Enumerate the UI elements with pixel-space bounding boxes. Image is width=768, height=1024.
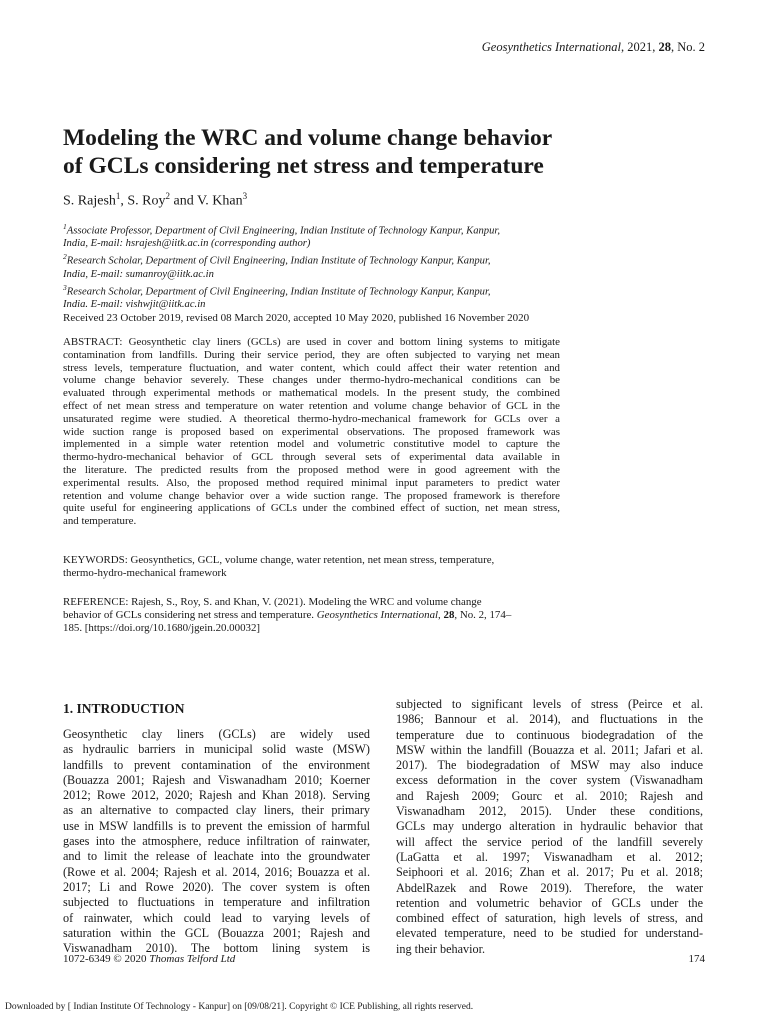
affiliation-line <box>63 221 623 238</box>
body-line: of rainwater, which could lead to varying levels of <box>63 910 370 925</box>
body-line: ing their behavior. <box>396 941 486 956</box>
reference-doi-line[interactable]: 185. [https://doi.org/10.1680/jgein.20.00032] <box>63 621 261 634</box>
affiliation-mark: 2 <box>63 252 67 262</box>
author-affil-mark: 3 <box>242 191 248 201</box>
affiliation-mark: 1 <box>63 222 67 231</box>
body-line: saturation within the GCL (Bouazza 2001; Rajesh and <box>63 925 370 940</box>
reference-text: , No. 2, 174– <box>454 608 512 621</box>
abstract-line: unsaturated regime were studied. A theoretical thermo-hydro-mechanical framework for GCLs over a <box>63 412 560 425</box>
affiliation-text: India, E-mail: hsrajesh@iitk.ac.in (corresponding author) <box>63 238 311 250</box>
abstract-line: stress levels, temperature fluctuation, and water content, which could affect their water retention and <box>63 361 560 374</box>
title-line: of GCLs considering net stress and temperature <box>63 153 544 179</box>
abstract-line: experimental results. Also, the proposed method required minimal input parameters to predict water <box>63 476 560 489</box>
abstract-line: retention and volume change behavior over a wide suction range. The proposed framework is therefore <box>63 489 560 502</box>
affiliation-text: Associate Professor, Department of Civil Engineering, Indian Institute of Technology Kanpur, Kanpur, <box>66 225 500 237</box>
paper-title <box>63 124 683 180</box>
affiliation-line <box>63 269 623 282</box>
title-line: Modeling the WRC and volume change behavior <box>63 125 553 151</box>
body-line: landfills to prevent contamination of the environment <box>63 757 370 772</box>
keywords-line: KEYWORDS: Geosynthetics, GCL, volume change, water retention, net mean stress, temperature, <box>63 554 495 566</box>
body-line: will affect the service period of the landfill severely <box>396 834 703 849</box>
author-name: V. Khan <box>196 193 243 209</box>
abstract-line: volume change behavior severely. These changes under thermo-hydro-mechanical conditions can be <box>63 374 560 387</box>
download-notice: Downloaded by [ Indian Institute Of Technology - Kanpur] on [09/08/21]. Copyright © ICE Publishing, all rights reserved. <box>5 1002 474 1012</box>
abstract-line: and temperature. <box>63 515 137 528</box>
author-name: S. Rajesh <box>63 193 116 209</box>
affiliation-line <box>63 251 623 268</box>
body-line: and to limit the release of leachate into the groundwater <box>63 849 370 864</box>
body-line: as an alternative to compacted clay liners, their primary <box>63 803 370 818</box>
body-line: subjected to significant levels of stress (Peirce et al. <box>396 697 703 711</box>
body-line: temperature due to continuous biodegradation of the <box>396 727 703 742</box>
abstract-line: ABSTRACT: Geosynthetic clay liners (GCLs) are used in cover and bottom lining systems to mitigate <box>63 336 560 348</box>
body-line: excess deformation in the cover system (Viswanadham <box>396 773 703 788</box>
keywords-line: thermo-hydro-mechanical framework <box>63 566 227 579</box>
body-line: retention and volumetric behavior of GCLs under the <box>396 895 703 910</box>
body-line: subjected to fluctuations in temperature and infiltration <box>63 895 370 910</box>
reference-journal: Geosynthetics International <box>316 608 439 621</box>
affiliations <box>63 221 623 312</box>
body-line: Geosynthetic clay liners (GCLs) are widely used <box>63 727 370 741</box>
author-affil-mark: 2 <box>165 191 171 201</box>
affiliation-text: India. E-mail: vishwjit@iitk.ac.in <box>63 299 206 311</box>
affiliation-line <box>63 238 623 251</box>
footer-issn <box>63 953 235 965</box>
page-number: 174 <box>688 953 705 965</box>
reference-text: behavior of GCLs considering net stress and temperature. <box>63 608 317 621</box>
affiliation-text: India, E-mail: sumanroy@iitk.ac.in <box>63 268 214 280</box>
journal-issue: , No. 2 <box>670 40 705 54</box>
body-line: (Rowe et al. 2004; Rajesh et al. 2014, 2016; Bouazza et al. <box>63 864 370 879</box>
body-line: 1986; Bannour et al. 2014), and fluctuations in the <box>396 712 703 727</box>
journal-year: , 2021, <box>620 40 659 54</box>
body-line: (LaGatta et al. 1997; Viswanadham et al. 2012; <box>396 849 703 864</box>
citation-reference <box>63 596 560 634</box>
received-dates: Received 23 October 2019, revised 08 March 2020, accepted 10 May 2020, published 16 November 2020 <box>63 312 530 324</box>
affiliation-text: Research Scholar, Department of Civil Engineering, Indian Institute of Technology Kanpur, Kanpur, <box>66 255 491 267</box>
author-sep: and <box>170 193 197 209</box>
abstract-line: thermo-hydro-mechanical behavior of GCL through several sets of experimental data available in <box>63 451 560 464</box>
body-line: elevated temperature, need to be studied for understand- <box>396 926 703 941</box>
body-line: 2017). The biodegradation of MSW may also induce <box>396 758 703 773</box>
keywords <box>63 554 560 580</box>
abstract-line: wide suction range is proposed based on experimental observations. The proposed framework was <box>63 425 560 438</box>
journal-header <box>482 40 705 55</box>
author-affil-mark: 1 <box>115 191 121 201</box>
affiliation-mark: 3 <box>63 282 67 292</box>
body-line: as hydraulic barriers in municipal solid waste (MSW) <box>63 742 370 757</box>
author-list <box>63 191 247 210</box>
body-line: MSW within the landfill (Bouazza et al. 2011; Jafari et al. <box>396 742 703 757</box>
abstract-line: the literature. The predicted results from the proposed method were in good agreement with the <box>63 463 560 476</box>
affiliation-line <box>63 299 623 312</box>
section-heading: 1. INTRODUCTION <box>63 701 185 716</box>
affiliation-line <box>63 282 623 299</box>
body-line: Seiphoori et al. 2016; Zhan et al. 2017; Pu et al. 2018; <box>396 865 703 880</box>
reference-line: REFERENCE: Rajesh, S., Roy, S. and Khan, V. (2021). Modeling the WRC and volume change <box>63 596 482 608</box>
body-line: combined effect of saturation, high levels of stress, and <box>396 911 703 926</box>
reference-text: , <box>438 608 444 621</box>
body-line: Viswanadham 2010). The bottom lining system is <box>63 941 370 956</box>
abstract-line: contamination from landfills. During their service period, they are often subjected to varying net mean <box>63 348 560 361</box>
body-line: 2017; Li and Rowe 2020). The cover system is often <box>63 879 370 894</box>
journal-volume: 28 <box>658 40 671 54</box>
author-sep: , <box>120 193 128 209</box>
reference-line <box>63 609 560 622</box>
reference-volume: 28 <box>443 608 455 621</box>
journal-name: Geosynthetics International <box>481 40 621 54</box>
body-line: GCLs may undergo alteration in hydraulic behavior that <box>396 819 703 834</box>
body-line: and Rajesh 2009; Gourc et al. 2010; Rajesh and <box>396 788 703 803</box>
abstract-line: implemented in a simple water retention model and volumetric constitutive model to capture the <box>63 438 560 451</box>
abstract-line: quite useful for engineering applications of GCLs under the combined effect of suction, net mean stress, <box>63 502 560 515</box>
author-name: S. Roy <box>127 193 166 209</box>
publisher-name: Thomas Telford Ltd <box>149 953 236 965</box>
body-line: 2012; Rowe 2012, 2020; Rajesh and Khan 2018). Serving <box>63 788 370 803</box>
abstract-line: effect of net mean stress and temperature on water retention and volume change behavior of GCL in the <box>63 399 560 412</box>
body-line: (Bouazza 2001; Rajesh and Viswanadham 2010; Koerner <box>63 772 370 787</box>
affiliation-text: Research Scholar, Department of Civil Engineering, Indian Institute of Technology Kanpur, Kanpur, <box>66 286 491 298</box>
body-line: gases into the atmosphere, reduce infiltration of rainwater, <box>63 834 370 849</box>
intro-left-column <box>63 701 370 956</box>
abstract-line: evaluated through experimental methods or mathematical models. In the present study, the combined <box>63 387 560 400</box>
issn-text: 1072-6349 © 2020 <box>63 953 150 965</box>
intro-right-column <box>396 697 703 957</box>
body-line: use in MSW landfills is to prevent the emission of harmful <box>63 818 370 833</box>
body-line: AbdelRazek and Rowe 2019). Therefore, the water <box>396 880 703 895</box>
body-line: Viswanadham 2012, 2015). Under these conditions, <box>396 804 703 819</box>
abstract <box>63 336 560 528</box>
